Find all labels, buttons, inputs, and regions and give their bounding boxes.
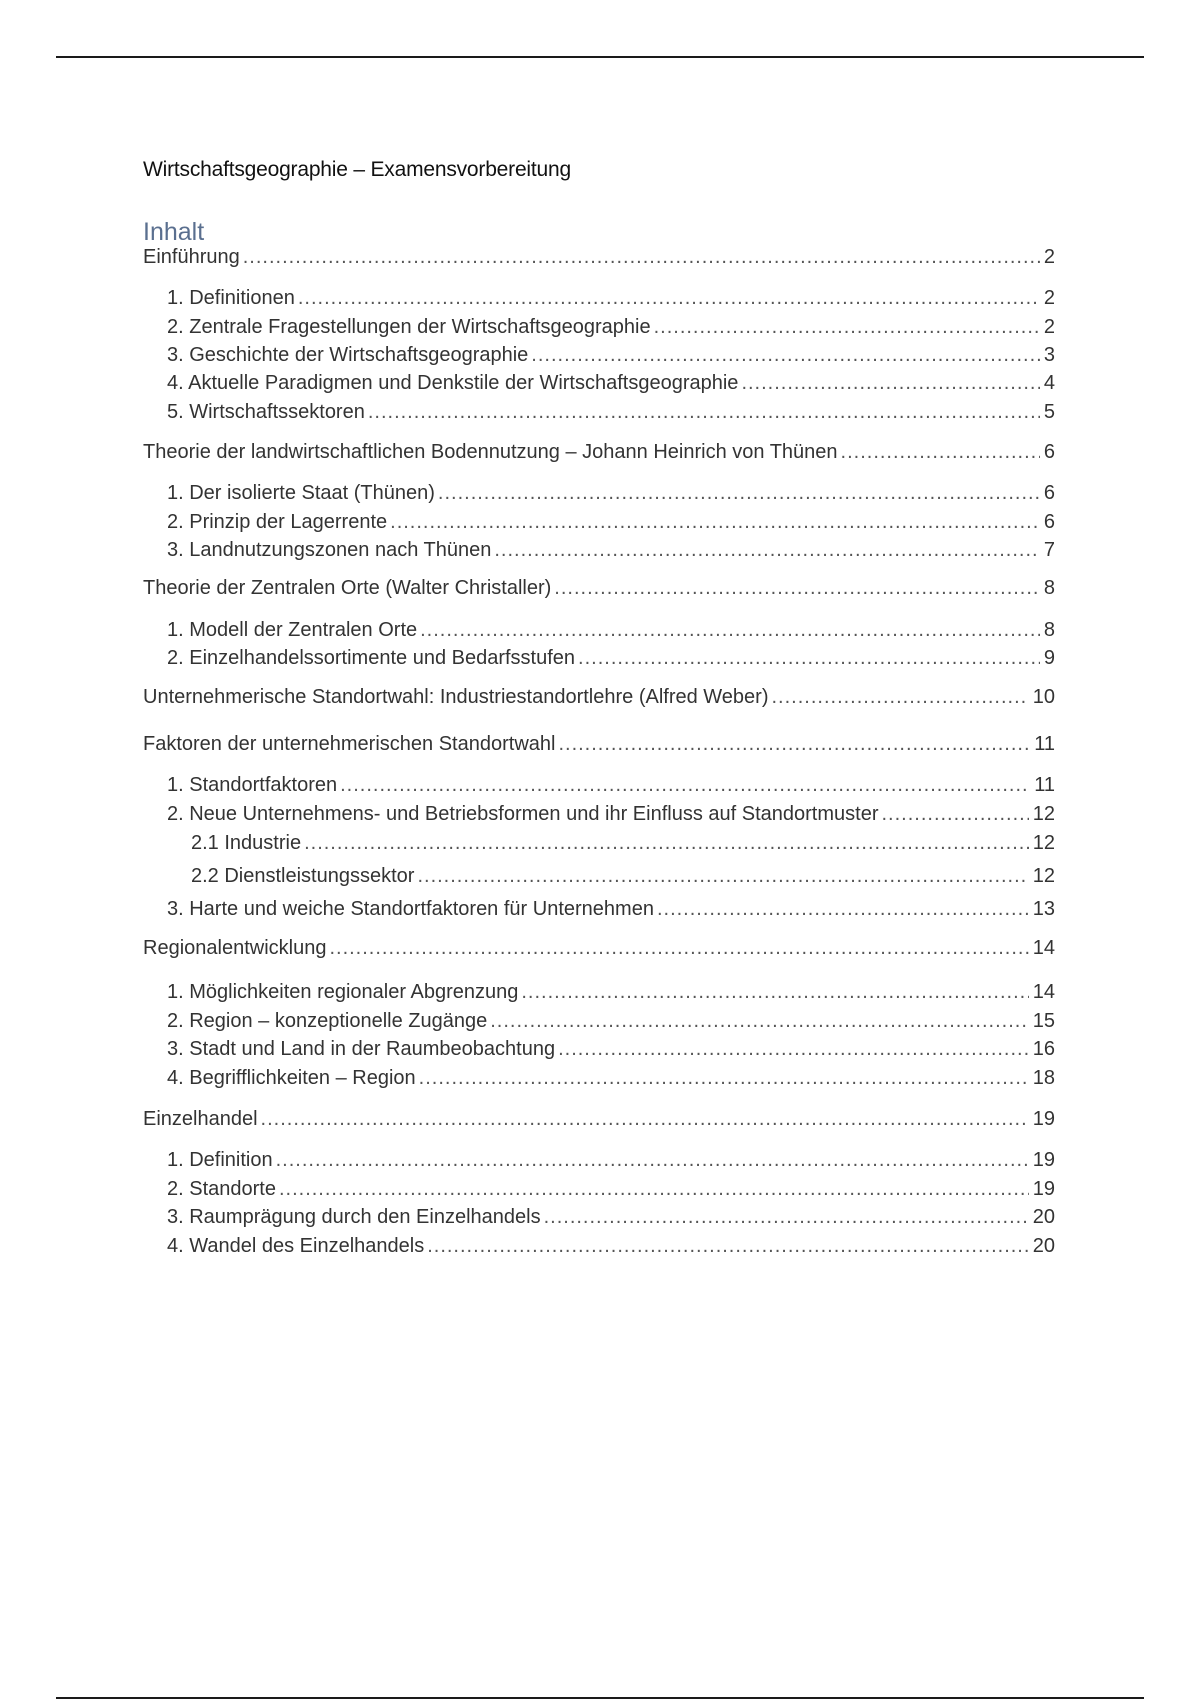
toc-entry-label: Einführung <box>143 246 240 268</box>
toc-entry-page: 11 <box>1034 774 1055 796</box>
toc-entry-label: 1. Modell der Zentralen Orte <box>167 619 418 641</box>
toc-entry-label: 1. Standortfaktoren <box>167 774 338 796</box>
toc-entry-page: 19 <box>1032 1178 1055 1200</box>
toc-entry[interactable] <box>143 509 1055 535</box>
toc-leader-dots <box>554 575 1040 601</box>
toc-leader-dots <box>304 830 1029 856</box>
toc-entry-page: 20 <box>1032 1206 1055 1228</box>
toc-entry[interactable] <box>143 439 1055 465</box>
toc-leader-dots <box>531 342 1040 368</box>
toc-entry[interactable] <box>143 684 1055 710</box>
toc-entry[interactable] <box>143 896 1055 922</box>
toc-entry-page: 2 <box>1043 316 1055 338</box>
header-rule <box>56 56 1144 58</box>
toc-entry[interactable] <box>143 1233 1055 1259</box>
toc-entry[interactable] <box>143 1147 1055 1173</box>
toc-entry-label: 1. Definition <box>167 1149 273 1171</box>
footer-rule <box>56 1697 1144 1699</box>
toc-entry-label: 2. Zentrale Fragestellungen der Wirtschaftsgeographie <box>167 316 651 338</box>
toc-entry-label: 3. Harte und weiche Standortfaktoren für Unternehmen <box>167 898 654 920</box>
toc-entry-page: 19 <box>1032 1108 1055 1130</box>
toc-leader-dots <box>340 772 1030 798</box>
toc-leader-dots <box>494 537 1040 563</box>
toc-entry-label: 4. Aktuelle Paradigmen und Denkstile der Wirtschaftsgeographie <box>167 372 739 394</box>
toc-entry-page: 12 <box>1032 865 1055 887</box>
toc-entry-page: 12 <box>1032 803 1055 825</box>
toc-entry-label: 4. Begrifflichkeiten – Region <box>167 1067 416 1089</box>
toc-entry-label: 2. Neue Unternehmens- und Betriebsformen und ihr Einfluss auf Standortmuster <box>167 803 879 825</box>
toc-entry[interactable] <box>143 1008 1055 1034</box>
document-title: Wirtschaftsgeographie – Examensvorbereitung <box>143 158 571 181</box>
toc-heading: Inhalt <box>143 218 205 246</box>
toc-leader-dots <box>243 244 1040 270</box>
toc-leader-dots <box>881 801 1028 827</box>
toc-entry-label: Einzelhandel <box>143 1108 258 1130</box>
toc-leader-dots <box>298 285 1040 311</box>
toc-entry-label: 3. Raumprägung durch den Einzelhandels <box>167 1206 541 1228</box>
toc-entry-page: 3 <box>1043 344 1055 366</box>
toc-entry[interactable] <box>143 1065 1055 1091</box>
toc-entry[interactable] <box>143 731 1055 757</box>
toc-entry-page: 15 <box>1032 1010 1055 1032</box>
toc-leader-dots <box>772 684 1029 710</box>
toc-entry[interactable] <box>143 801 1055 827</box>
toc-leader-dots <box>657 896 1029 922</box>
toc-entry-page: 11 <box>1034 733 1055 755</box>
toc-leader-dots <box>368 399 1040 425</box>
toc-entry-label: 2. Standorte <box>167 1178 276 1200</box>
toc-entry[interactable] <box>143 342 1055 368</box>
toc-entry-page: 4 <box>1043 372 1055 394</box>
toc-leader-dots <box>558 731 1030 757</box>
toc-entry[interactable] <box>143 979 1055 1005</box>
toc-entry-label: 2. Prinzip der Lagerrente <box>167 511 388 533</box>
toc-entry-label: 1. Definitionen <box>167 287 295 309</box>
toc-entry-label: Theorie der landwirtschaftlichen Bodennutzung – Johann Heinrich von Thünen <box>143 441 838 463</box>
toc-entry-label: Unternehmerische Standortwahl: Industriestandortlehre (Alfred Weber) <box>143 686 769 708</box>
toc-leader-dots <box>276 1147 1029 1173</box>
toc-leader-dots <box>654 314 1040 340</box>
toc-leader-dots <box>490 1008 1029 1034</box>
toc-entry[interactable] <box>143 370 1055 396</box>
toc-entry-page: 6 <box>1043 511 1055 533</box>
toc-leader-dots <box>578 645 1040 671</box>
toc-entry[interactable] <box>143 935 1055 961</box>
toc-entry[interactable] <box>143 863 1055 889</box>
toc-entry-page: 6 <box>1043 441 1055 463</box>
toc-entry-page: 8 <box>1043 619 1055 641</box>
toc-entry[interactable] <box>143 1176 1055 1202</box>
toc-entry-label: 4. Wandel des Einzelhandels <box>167 1235 425 1257</box>
toc-leader-dots <box>329 935 1028 961</box>
toc-entry[interactable] <box>143 314 1055 340</box>
toc-leader-dots <box>544 1204 1029 1230</box>
toc-entry-page: 5 <box>1043 401 1055 423</box>
toc-entry-page: 8 <box>1043 577 1055 599</box>
toc-entry[interactable] <box>143 480 1055 506</box>
toc-entry-page: 10 <box>1032 686 1055 708</box>
toc-entry[interactable] <box>143 617 1055 643</box>
toc-entry-page: 7 <box>1043 539 1055 561</box>
toc-entry-page: 2 <box>1043 246 1055 268</box>
toc-entry[interactable] <box>143 772 1055 798</box>
toc-entry-page: 2 <box>1043 287 1055 309</box>
toc-entry[interactable] <box>143 1106 1055 1132</box>
toc-entry-label: Regionalentwicklung <box>143 937 327 959</box>
toc-entry-page: 9 <box>1043 647 1055 669</box>
toc-leader-dots <box>417 863 1028 889</box>
toc-entry-page: 20 <box>1032 1235 1055 1257</box>
toc-entry-label: 1. Möglichkeiten regionaler Abgrenzung <box>167 981 519 1003</box>
toc-entry[interactable] <box>143 244 1055 270</box>
toc-leader-dots <box>390 509 1040 535</box>
toc-entry-page: 12 <box>1032 832 1055 854</box>
toc-leader-dots <box>261 1106 1029 1132</box>
toc-leader-dots <box>741 370 1039 396</box>
toc-leader-dots <box>279 1176 1029 1202</box>
toc-entry[interactable] <box>143 537 1055 563</box>
toc-entry-label: 2.2 Dienstleistungssektor <box>191 865 415 887</box>
toc-entry-page: 16 <box>1032 1038 1055 1060</box>
toc-entry-label: 2.1 Industrie <box>191 832 302 854</box>
toc-leader-dots <box>558 1036 1029 1062</box>
toc-entry-label: Faktoren der unternehmerischen Standortwahl <box>143 733 556 755</box>
toc-leader-dots <box>427 1233 1029 1259</box>
toc-leader-dots <box>419 1065 1029 1091</box>
toc-entry-label: 1. Der isolierte Staat (Thünen) <box>167 482 435 504</box>
toc-leader-dots <box>521 979 1028 1005</box>
toc-entry[interactable] <box>143 399 1055 425</box>
toc-entry-page: 6 <box>1043 482 1055 504</box>
toc-entry-page: 18 <box>1032 1067 1055 1089</box>
toc-leader-dots <box>420 617 1040 643</box>
toc-entry-label: 2. Einzelhandelssortimente und Bedarfsstufen <box>167 647 576 669</box>
toc-entry[interactable] <box>143 285 1055 311</box>
toc-entry-label: 3. Landnutzungszonen nach Thünen <box>167 539 492 561</box>
toc-entry-label: 3. Geschichte der Wirtschaftsgeographie <box>167 344 529 366</box>
toc-entry-label: 5. Wirtschaftssektoren <box>167 401 365 423</box>
toc-leader-dots <box>438 480 1040 506</box>
toc-entry-page: 14 <box>1032 981 1055 1003</box>
toc-entry-page: 13 <box>1032 898 1055 920</box>
toc-leader-dots <box>841 439 1040 465</box>
toc-entry[interactable] <box>143 575 1055 601</box>
toc-entry[interactable] <box>143 1204 1055 1230</box>
toc-entry-label: 3. Stadt und Land in der Raumbeobachtung <box>167 1038 556 1060</box>
toc-entry-label: 2. Region – konzeptionelle Zugänge <box>167 1010 488 1032</box>
toc-entry[interactable] <box>143 645 1055 671</box>
toc-entry-page: 19 <box>1032 1149 1055 1171</box>
toc-entry[interactable] <box>143 1036 1055 1062</box>
toc-entry[interactable] <box>143 830 1055 856</box>
toc-entry-label: Theorie der Zentralen Orte (Walter Christaller) <box>143 577 552 599</box>
toc-entry-page: 14 <box>1032 937 1055 959</box>
